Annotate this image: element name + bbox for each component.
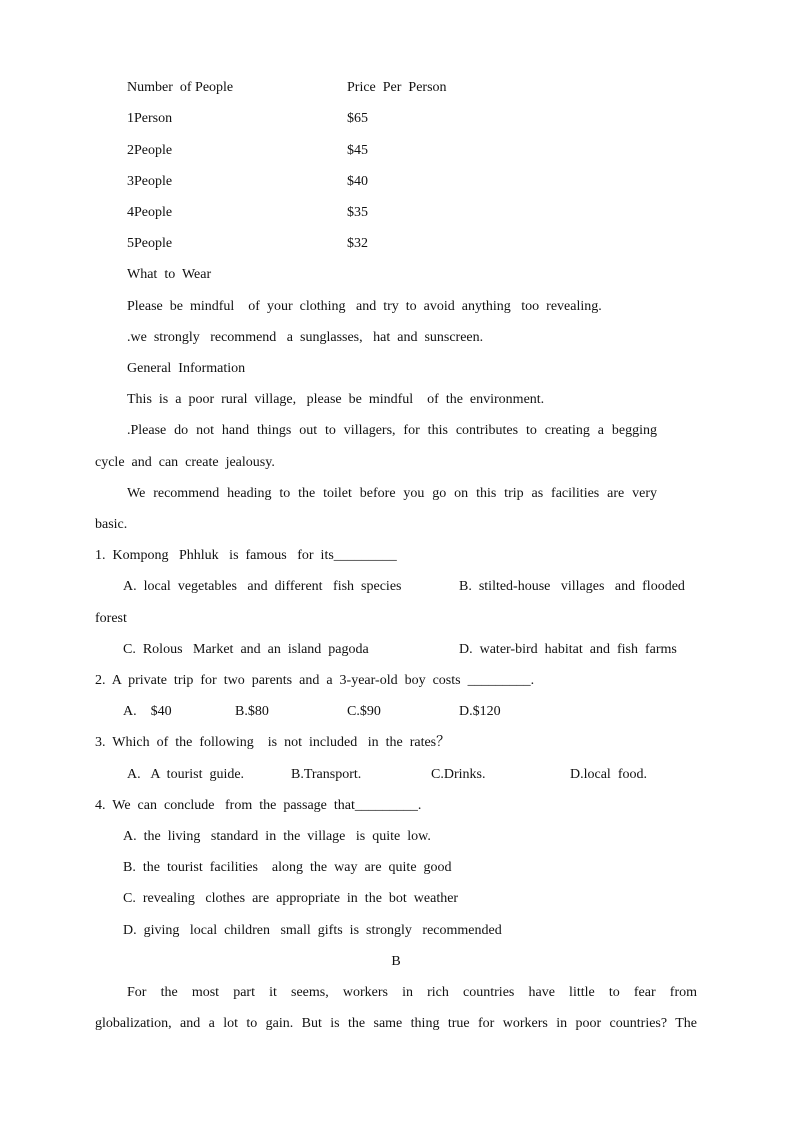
passage-line: globalization, and a lot to gain. But is the same thing true for workers in poor countries? The: [95, 1016, 697, 1031]
what-to-wear-line: Please be mindful of your clothing and try to avoid anything too revealing.: [127, 299, 602, 314]
option-d: D. giving local children small gifts is strongly recommended: [123, 923, 502, 938]
what-to-wear-heading: What to Wear: [127, 267, 212, 282]
table-row-people: 5People: [127, 236, 173, 251]
table-row-price: $40: [347, 174, 368, 189]
table-row-price: $45: [347, 143, 368, 158]
table-row-price: $65: [347, 111, 368, 126]
general-info-line: We recommend heading to the toilet before you go on this trip as facilities are very: [127, 486, 657, 501]
passage-line: For the most part it seems, workers in rich countries have little to fear from: [127, 985, 697, 1000]
option-a: A. $40: [123, 704, 172, 719]
option-b-continued: forest: [95, 611, 127, 626]
general-info-line: This is a poor rural village, please be mindful of the environment.: [127, 392, 545, 407]
question-stem: 1. Kompong Phhluk is famous for its_________: [95, 548, 397, 563]
option-a: A. local vegetables and different fish species: [123, 579, 402, 594]
question-stem: 3. Which of the following is not included in the rates？: [95, 735, 451, 750]
table-row-price: $32: [347, 236, 368, 251]
table-header-people: Number of People: [127, 80, 234, 95]
table-row-people: 2People: [127, 143, 173, 158]
general-info-heading: General Information: [127, 361, 246, 376]
table-row-people: 4People: [127, 205, 173, 220]
option-d: D.local food.: [570, 767, 647, 782]
option-c: C. Rolous Market and an island pagoda: [123, 642, 369, 657]
option-b: B. stilted-house villages and flooded: [459, 579, 685, 594]
option-b: B.Transport.: [291, 767, 362, 782]
table-row-people: 3People: [127, 174, 173, 189]
question-stem: 2. A private trip for two parents and a 3-year-old boy costs _________.: [95, 673, 535, 688]
option-a: A. the living standard in the village is quite low.: [123, 829, 431, 844]
general-info-line: basic.: [95, 517, 128, 532]
option-c: C.Drinks.: [431, 767, 486, 782]
option-d: D.$120: [459, 704, 501, 719]
option-b: B.$80: [235, 704, 269, 719]
question-stem: 4. We can conclude from the passage that_________.: [95, 798, 422, 813]
general-info-line: cycle and can create jealousy.: [95, 455, 275, 470]
table-row-price: $35: [347, 205, 368, 220]
option-b: B. the tourist facilities along the way are quite good: [123, 860, 452, 875]
table-header-price: Price Per Person: [347, 80, 447, 95]
table-row-people: 1Person: [127, 111, 173, 126]
option-c: C. revealing clothes are appropriate in the bot weather: [123, 891, 459, 906]
option-a: A. A tourist guide.: [127, 767, 245, 782]
option-d: D. water-bird habitat and fish farms: [459, 642, 677, 657]
section-label: B: [391, 954, 401, 969]
option-c: C.$90: [347, 704, 381, 719]
what-to-wear-line: .we strongly recommend a sunglasses, hat and sunscreen.: [127, 330, 484, 345]
general-info-line: .Please do not hand things out to villagers, for this contributes to creating a begging: [127, 423, 657, 438]
